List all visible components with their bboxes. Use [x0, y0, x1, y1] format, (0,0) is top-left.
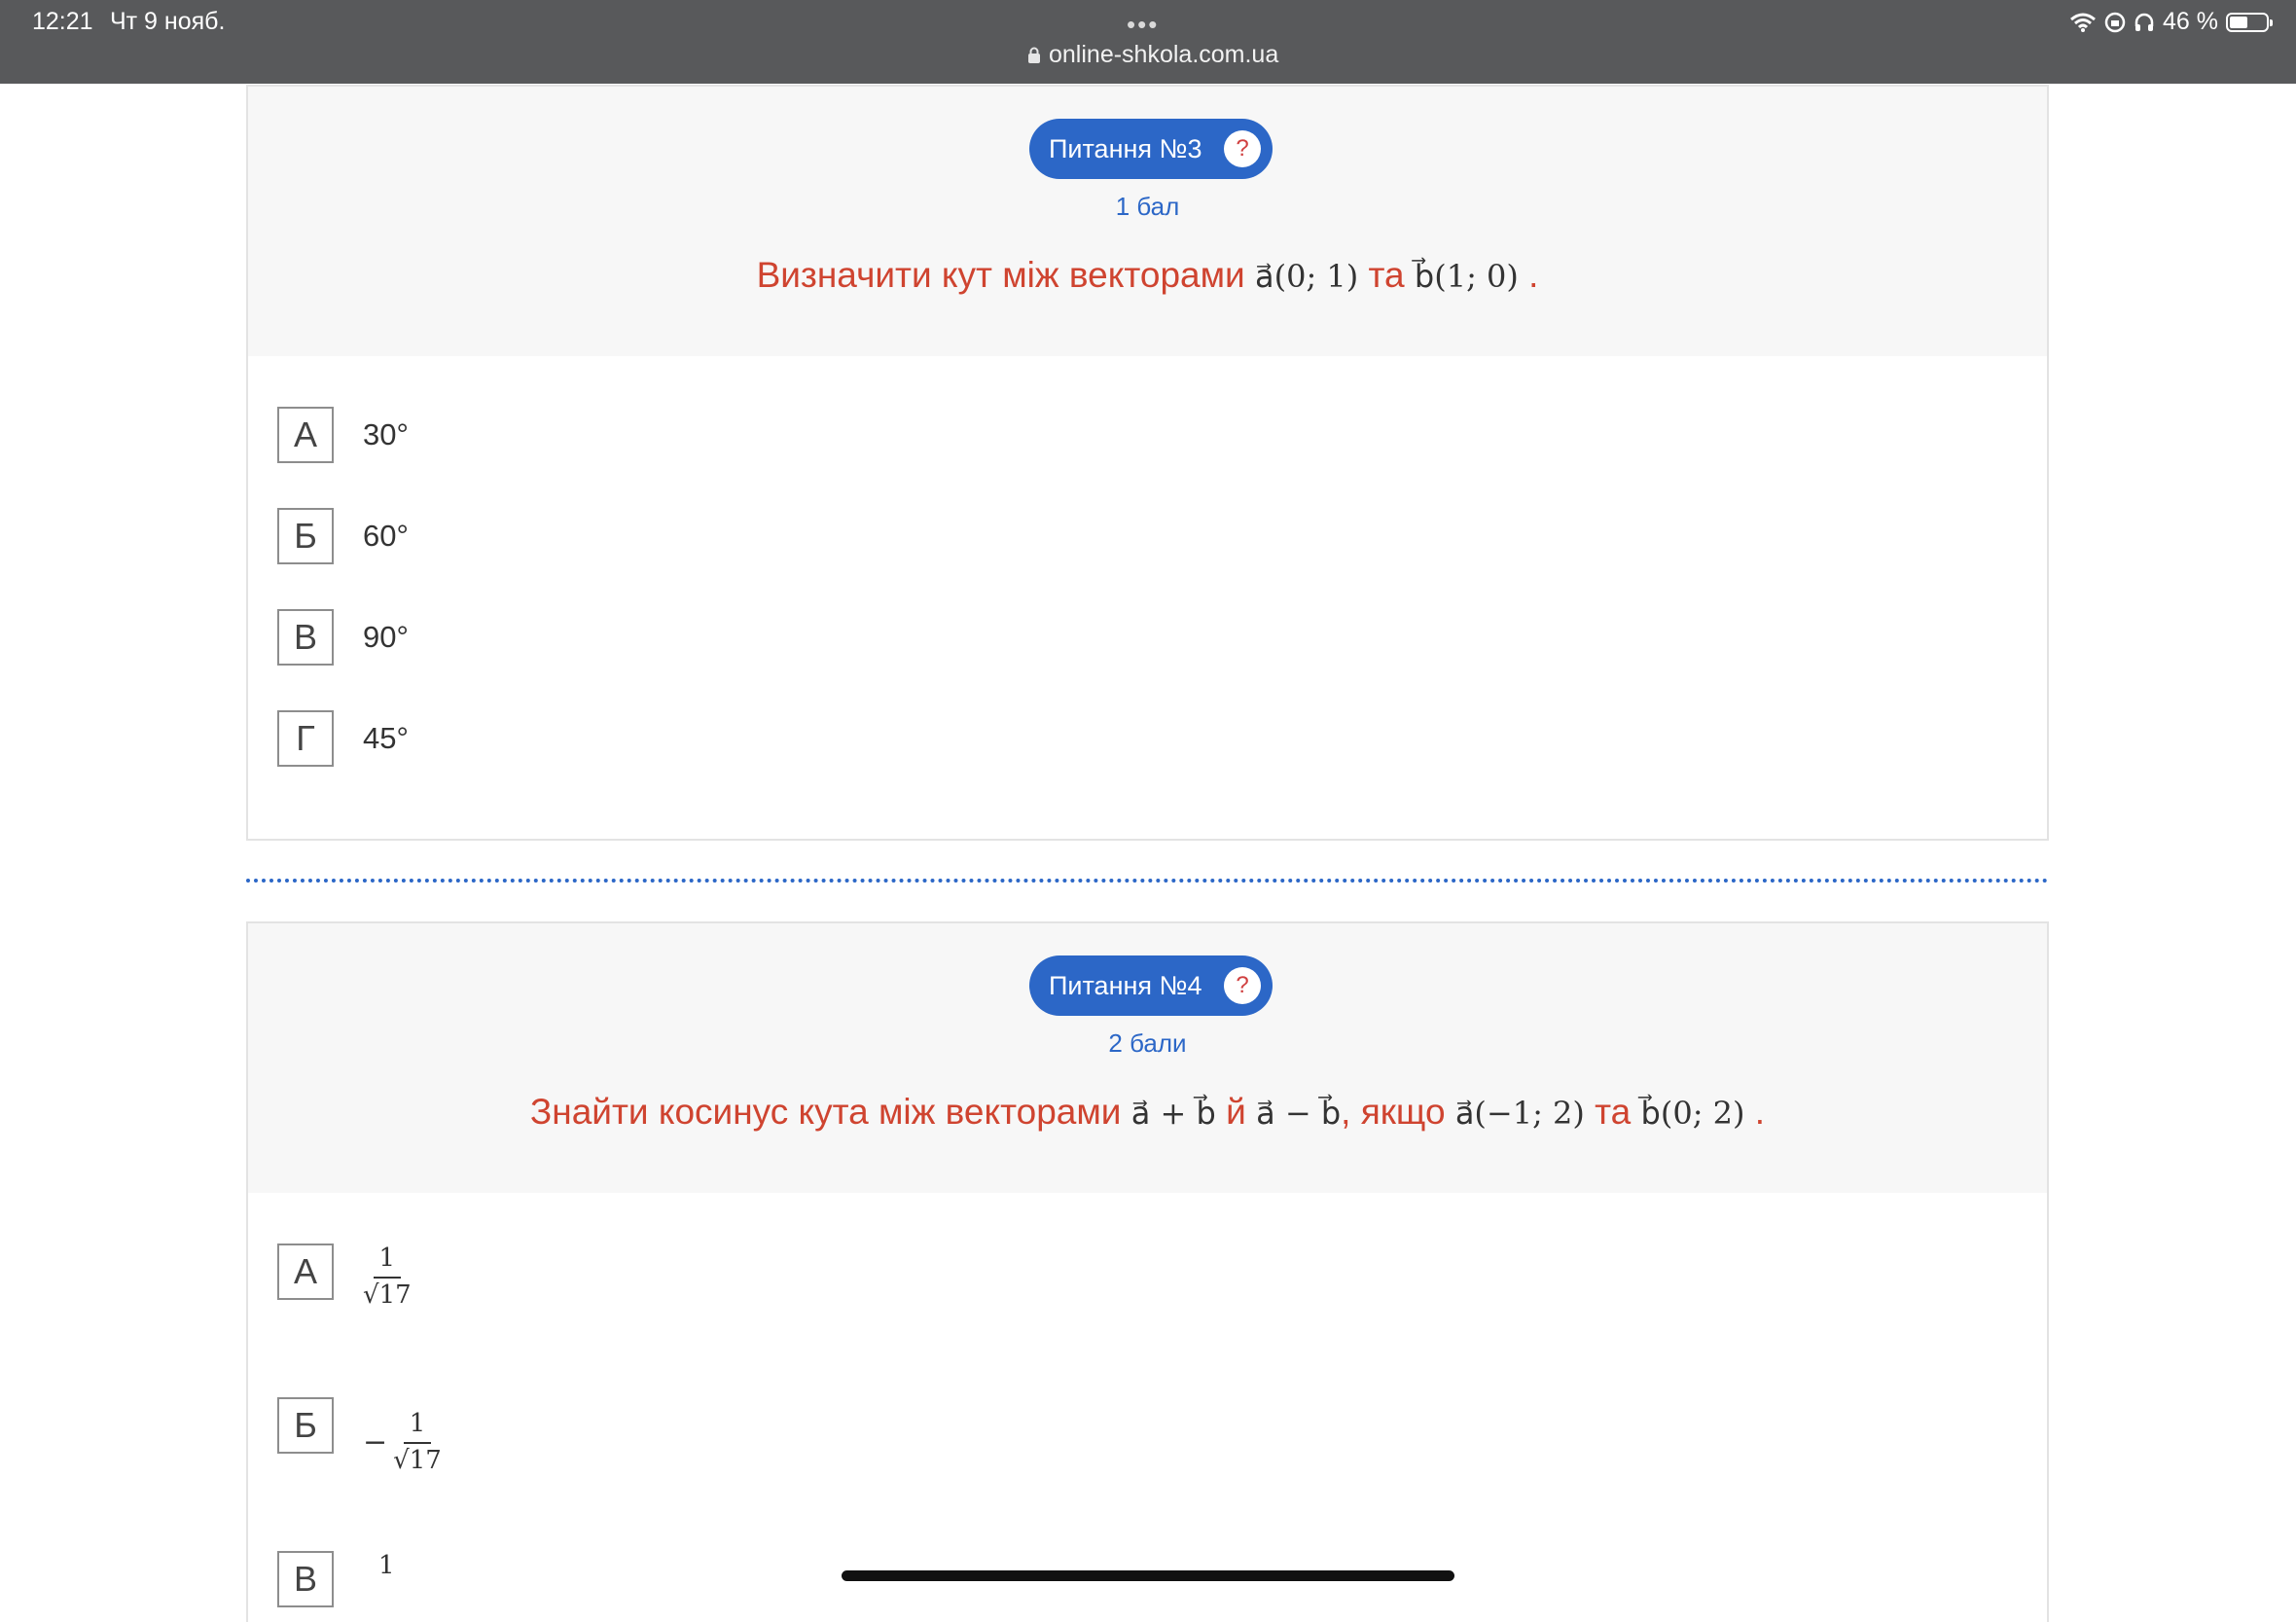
help-icon[interactable]: ?: [1224, 967, 1261, 1004]
answer-option-d[interactable]: [277, 710, 409, 767]
home-indicator[interactable]: [842, 1570, 1454, 1581]
fraction-numerator: 1: [374, 1244, 402, 1279]
battery-percent: 46 %: [2163, 8, 2218, 35]
answer-option-c[interactable]: [277, 609, 409, 666]
clock: 12:21: [32, 8, 93, 35]
question-number: Питання №3: [1049, 133, 1202, 163]
fraction: [393, 1409, 442, 1475]
answer-option-b[interactable]: [277, 508, 409, 564]
question-header: [248, 923, 2047, 1193]
vector-a: a⃗(−1; 2): [1454, 1095, 1585, 1132]
question-number: Питання №4: [1049, 970, 1202, 1000]
vector-a: a⃗(0; 1): [1255, 258, 1359, 295]
question-text-main: Знайти косинус кута між векторами: [529, 1092, 1122, 1132]
question-points: 2 бали: [1108, 1028, 1187, 1058]
fraction-denominator: √17: [363, 1280, 412, 1310]
question-divider: [246, 879, 2049, 883]
option-letter[interactable]: Б: [277, 508, 334, 564]
vector-b: b⃗(0; 2): [1640, 1095, 1745, 1132]
option-fraction: [363, 1244, 412, 1310]
option-text: 30°: [363, 417, 409, 451]
fraction-denominator: √17: [393, 1446, 442, 1475]
orientation-lock-icon: [2104, 12, 2126, 33]
option-text: 45°: [363, 721, 409, 755]
headphones-icon: [2134, 12, 2155, 33]
fraction: [373, 1551, 401, 1584]
minus-sign: −: [363, 1424, 388, 1460]
system-indicators: [2069, 8, 2269, 36]
answer-option-c[interactable]: [277, 1551, 401, 1607]
question-text-and: та: [1595, 1092, 1632, 1132]
vector-b: b⃗(1; 0): [1414, 258, 1519, 295]
vector-diff: a⃗ − b⃗: [1256, 1095, 1342, 1132]
question-text: [248, 255, 2047, 296]
answer-option-b[interactable]: [277, 1397, 442, 1475]
question-text-end: .: [1754, 1092, 1766, 1132]
help-icon[interactable]: ?: [1224, 130, 1261, 167]
question-text-main: Визначити кут між векторами: [756, 255, 1245, 295]
question-card-4: [246, 921, 2049, 1622]
question-header: [248, 87, 2047, 356]
url-text: online-shkola.com.ua: [1049, 41, 1279, 68]
question-card-3: [246, 85, 2049, 841]
option-letter[interactable]: Г: [277, 710, 334, 767]
answer-option-a[interactable]: [277, 1244, 412, 1310]
fraction-numerator: 1: [404, 1409, 432, 1444]
option-text: 90°: [363, 620, 409, 654]
option-letter[interactable]: Б: [277, 1397, 334, 1454]
fraction-numerator: 1: [378, 1551, 395, 1580]
option-letter[interactable]: В: [277, 1551, 334, 1607]
question-badge: [1029, 955, 1273, 1016]
question-text: [248, 1092, 2047, 1133]
option-letter[interactable]: А: [277, 407, 334, 463]
fraction: [363, 1244, 412, 1310]
option-letter[interactable]: А: [277, 1244, 334, 1300]
status-bar: [0, 0, 2296, 84]
wifi-icon: [2069, 12, 2097, 33]
question-text-y: й: [1226, 1092, 1246, 1132]
address-bar[interactable]: [1027, 41, 1278, 69]
lock-icon: [1027, 47, 1041, 64]
question-text-end: .: [1528, 255, 1539, 295]
vector-sum: a⃗ + b⃗: [1130, 1095, 1216, 1132]
question-text-if: , якщо: [1341, 1092, 1446, 1132]
question-badge: [1029, 119, 1273, 179]
option-fraction: [373, 1551, 401, 1584]
answer-option-a[interactable]: [277, 407, 409, 463]
question-text-and: та: [1368, 255, 1405, 295]
multitasking-dots[interactable]: •••: [1127, 10, 1160, 39]
option-letter[interactable]: В: [277, 609, 334, 666]
question-points: 1 бал: [1115, 192, 1180, 221]
battery-icon: [2226, 13, 2269, 32]
option-text: 60°: [363, 519, 409, 553]
date: Чт 9 нояб.: [110, 8, 226, 35]
option-fraction: [363, 1409, 442, 1475]
